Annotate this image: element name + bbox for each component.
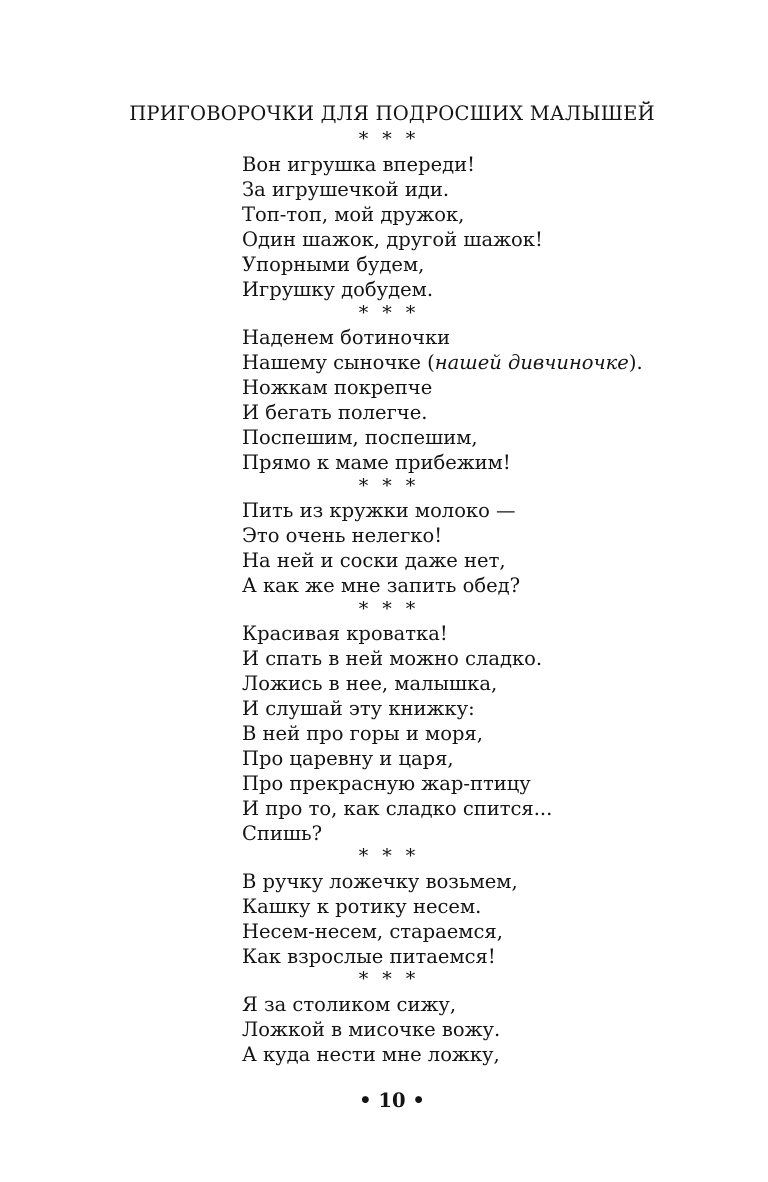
poem-line: В ручку ложечку возьмем, bbox=[242, 870, 518, 893]
poem-line: Красивая кроватка! bbox=[242, 622, 448, 645]
poem-line: На ней и соски даже нет, bbox=[242, 549, 506, 572]
poem-line: И про то, как сладко спится... bbox=[242, 797, 553, 820]
poem-line: А куда нести мне ложку, bbox=[242, 1043, 500, 1066]
poem-italic-variant: нашей дивчиночке bbox=[434, 351, 629, 374]
poem-line: Пить из кружки молоко — bbox=[242, 499, 516, 522]
poem-line: Топ-топ, мой дружок, bbox=[242, 203, 465, 226]
poem-line: И слушай эту книжку: bbox=[242, 697, 475, 720]
poem-line: Я за столиком сижу, bbox=[242, 993, 457, 1016]
poem-text: Нашему сыночке ( bbox=[242, 351, 435, 374]
poem-line: Упорными будем, bbox=[242, 253, 425, 276]
poem-line: Поспешим, поспешим, bbox=[242, 426, 478, 449]
stanza-separator: * * * bbox=[358, 598, 420, 620]
stanza-separator: * * * bbox=[358, 302, 420, 324]
stanza-separator: * * * bbox=[358, 968, 420, 990]
poem-line: Ложись в нее, малышка, bbox=[242, 672, 498, 695]
poem-line: Вон игрушка впереди! bbox=[242, 153, 475, 176]
poem-line: Кашку к ротику несем. bbox=[242, 895, 482, 918]
poem-line: Про прекрасную жар-птицу bbox=[242, 772, 531, 795]
poem-text: ). bbox=[628, 351, 643, 374]
poem-line: Ножкам покрепче bbox=[242, 376, 433, 399]
poem-line: Про царевну и царя, bbox=[242, 747, 454, 770]
poem-line: И спать в ней можно сладко. bbox=[242, 647, 543, 670]
page-number: • 10 • bbox=[359, 1089, 425, 1112]
poem-line: Как взрослые питаемся! bbox=[242, 945, 496, 968]
poem-line: Ложкой в мисочке вожу. bbox=[242, 1018, 501, 1041]
poem-line: Наденем ботиночки bbox=[242, 326, 451, 349]
poem-line: В ней про горы и моря, bbox=[242, 722, 483, 745]
poem-line: Один шажок, другой шажок! bbox=[242, 228, 543, 251]
stanza-separator: * * * bbox=[358, 128, 420, 150]
poem-line: Игрушку добудем. bbox=[242, 278, 434, 301]
stanza-separator: * * * bbox=[358, 845, 420, 867]
poem-line: Спишь? bbox=[242, 822, 323, 845]
stanza-separator: * * * bbox=[358, 475, 420, 497]
poem-line: А как же мне запить обед? bbox=[242, 574, 521, 597]
poem-line: Это очень нелегко! bbox=[242, 524, 443, 547]
poem-line: И бегать полегче. bbox=[242, 401, 428, 424]
poem-line bbox=[242, 351, 643, 375]
poem-line: За игрушечкой иди. bbox=[242, 178, 450, 201]
section-title: ПРИГОВОРОЧКИ ДЛЯ ПОДРОСШИХ МАЛЫШЕЙ bbox=[129, 102, 655, 125]
poem-line: Прямо к маме прибежим! bbox=[242, 451, 511, 474]
poem-line: Несем-несем, стараемся, bbox=[242, 920, 503, 943]
